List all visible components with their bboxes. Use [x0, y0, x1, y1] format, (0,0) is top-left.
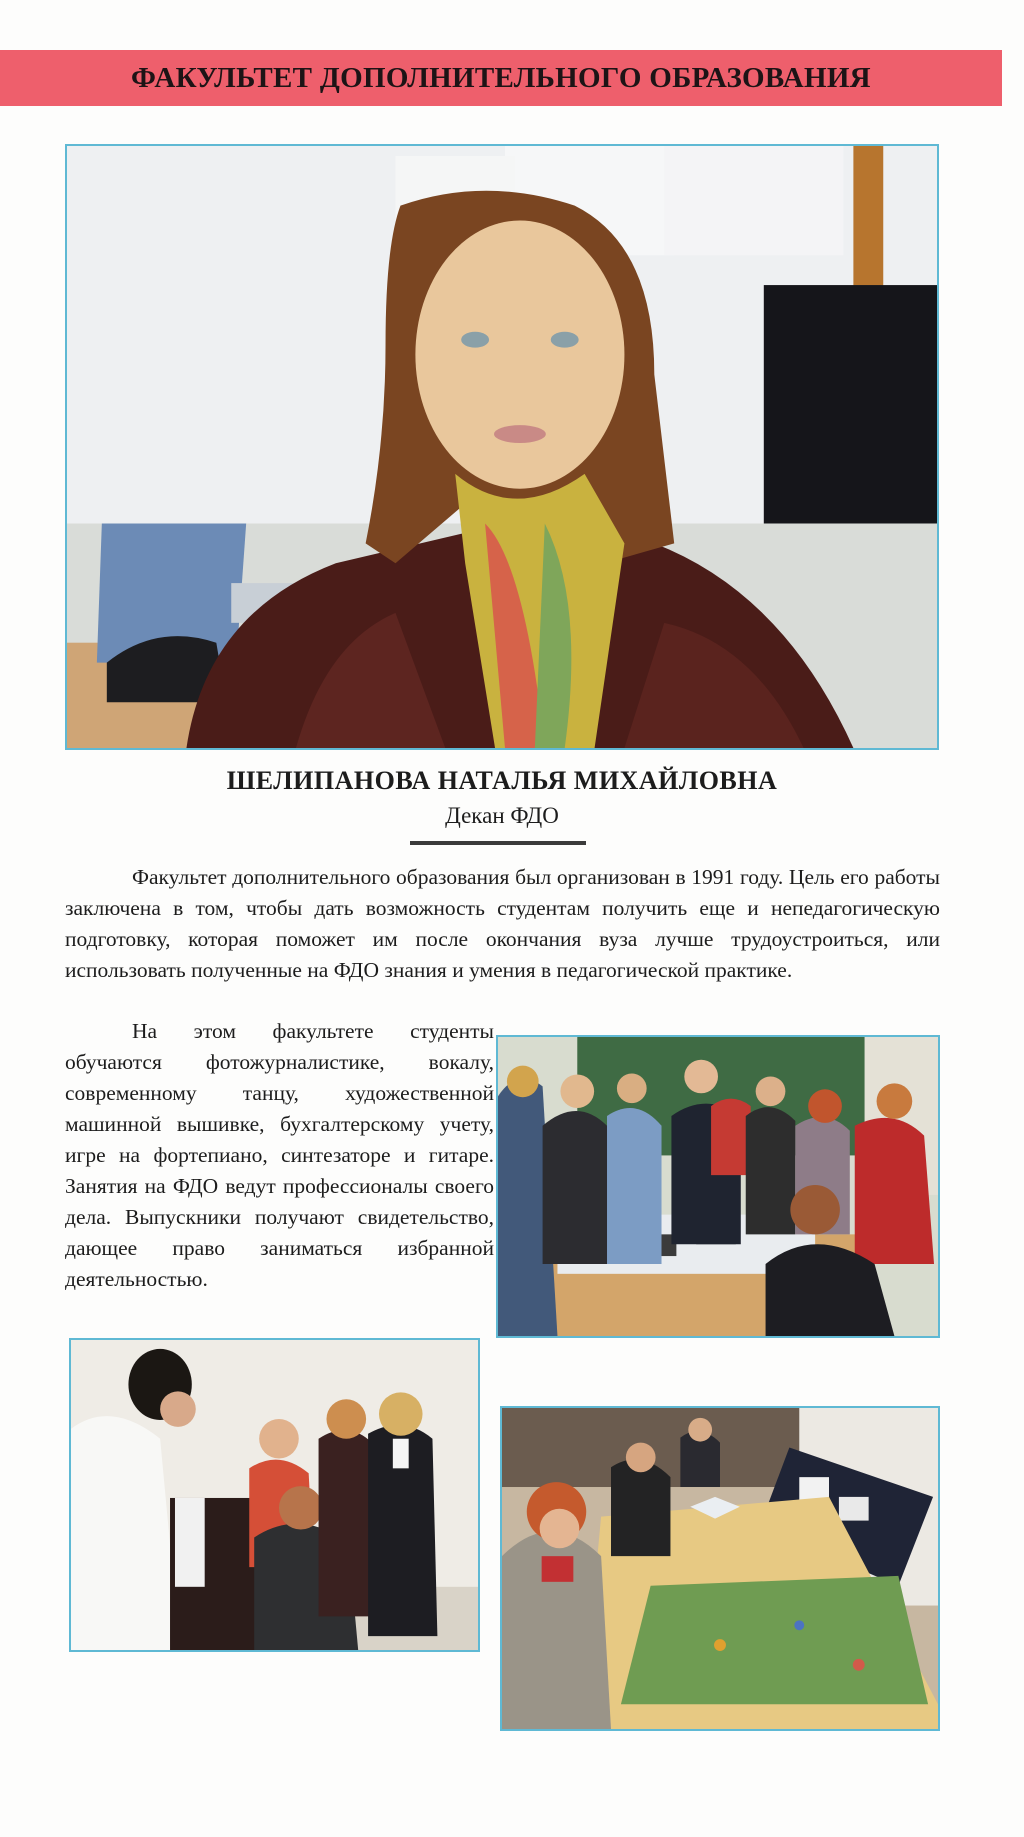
page-title: ФАКУЛЬТЕТ ДОПОЛНИТЕЛЬНОГО ОБРАЗОВАНИЯ — [131, 61, 871, 94]
courses-paragraph: На этом факультете студенты обучаются фотожурналистике, вокалу, современному танцу, художественной машинной вышивке, бухгалтерскому учету, игре на фортепиано, синтезаторе и гитаре. Занятия на ФДО ведут профессионалы своего дела. Выпускники получают свидетельство, дающее право заниматься избранной деятельностью. — [65, 1019, 494, 1291]
photojournalism-class-photo — [496, 1035, 940, 1338]
dean-portrait-photo — [65, 144, 939, 750]
intro-paragraph: Факультет дополнительного образования был организован в 1991 году. Цель его работы заключена в том, чтобы дать возможность студентам получить еще и непедагогическую подготовку, которая поможет им после окончания вуза лучше трудоустроиться, или использовать полученные на ФДО знания и умения в педагогической практике. — [65, 865, 940, 982]
dean-position: Декан ФДО — [445, 803, 559, 828]
embroidery-class-photo — [500, 1406, 940, 1731]
divider-line — [410, 841, 586, 845]
dean-name: ШЕЛИПАНОВА НАТАЛЬЯ МИХАЙЛОВНА — [226, 766, 778, 795]
vocal-class-photo — [69, 1338, 480, 1652]
header-banner — [0, 50, 1002, 106]
